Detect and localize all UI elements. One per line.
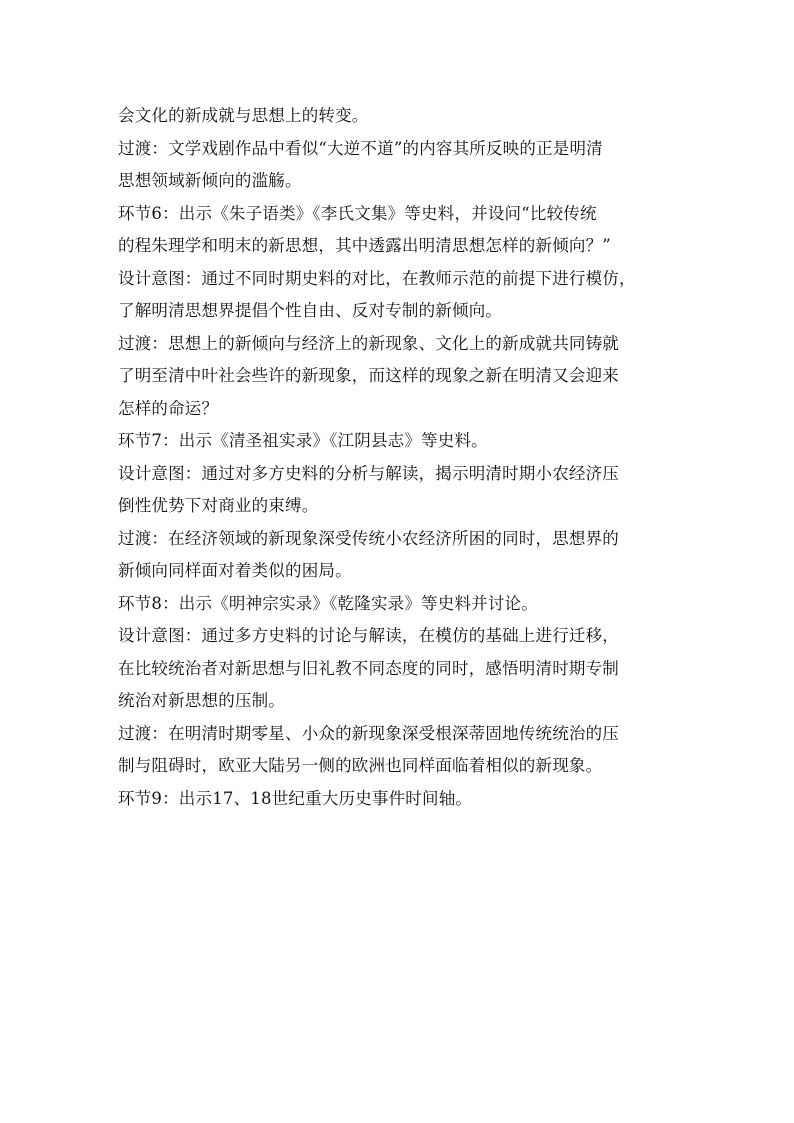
text-line: 思想领域新倾向的滥觞。 <box>118 171 302 190</box>
text-line: 了解明清思想界提倡个性自由、反对专制的新倾向。 <box>118 301 503 320</box>
paragraph <box>118 718 688 783</box>
text-line: 了明至清中叶社会些许的新现象，而这样的现象之新在明清又会迎来 <box>118 366 619 385</box>
text-line: 会文化的新成就与思想上的转变。 <box>118 106 369 125</box>
text-line: 环节7：出示《清圣祖实录》《江阴县志》等史料。 <box>118 431 488 450</box>
paragraph <box>118 425 688 458</box>
text-line: 环节8：出示《明神宗实录》《乾隆实录》等史料并讨论。 <box>118 593 538 613</box>
text-line: 设计意图：通过对多方史料的分析与解读，揭示明清时期小农经济压 <box>118 463 619 483</box>
text-line: 设计意图：通过多方史料的讨论与解读，在模仿的基础上进行迁移， <box>118 626 619 645</box>
paragraph <box>118 198 688 263</box>
paragraph <box>118 620 688 718</box>
text-line: 在比较统治者对新思想与旧礼教不同态度的同时，感悟明清时期专制 <box>118 658 619 678</box>
paragraph <box>118 100 688 133</box>
text-line: 过渡：在明清时期零星、小众的新现象深受根深蒂固地传统统治的压 <box>118 723 619 743</box>
text-line: 环节9：出示17、18世纪重大历史事件时间轴。 <box>118 788 473 808</box>
paragraph <box>118 783 688 816</box>
paragraph <box>118 523 688 588</box>
text-line: 过渡：思想上的新倾向与经济上的新现象、文化上的新成就共同铸就 <box>118 333 619 353</box>
text-line: 过渡：在经济领域的新现象深受传统小农经济所困的同时，思想界的 <box>118 528 619 548</box>
paragraph <box>118 133 688 198</box>
text-line: 制与阻碍时，欧亚大陆另一侧的欧洲也同样面临着相似的新现象。 <box>118 756 603 775</box>
text-line: 环节6：出示《朱子语类》《李氏文集》等史料，并设问“比较传统 <box>118 203 597 223</box>
document-body <box>118 100 688 815</box>
text-line: 过渡：文学戏剧作品中看似“大逆不道”的内容其所反映的正是明清 <box>118 138 603 158</box>
text-line: 怎样的命运？ <box>118 398 219 418</box>
text-line: 倒性优势下对商业的束缚。 <box>118 496 319 515</box>
text-line: 设计意图：通过不同时期史料的对比，在教师示范的前提下进行模仿， <box>118 268 636 288</box>
text-line: 新倾向同样面对着类似的困局。 <box>118 561 352 580</box>
text-line: 统治对新思想的压制。 <box>118 691 285 710</box>
text-line: 的程朱理学和明末的新思想，其中透露出明清思想怎样的新倾向？” <box>118 236 611 255</box>
paragraph <box>118 458 688 523</box>
paragraph <box>118 588 688 621</box>
paragraph <box>118 263 688 328</box>
paragraph <box>118 328 688 426</box>
